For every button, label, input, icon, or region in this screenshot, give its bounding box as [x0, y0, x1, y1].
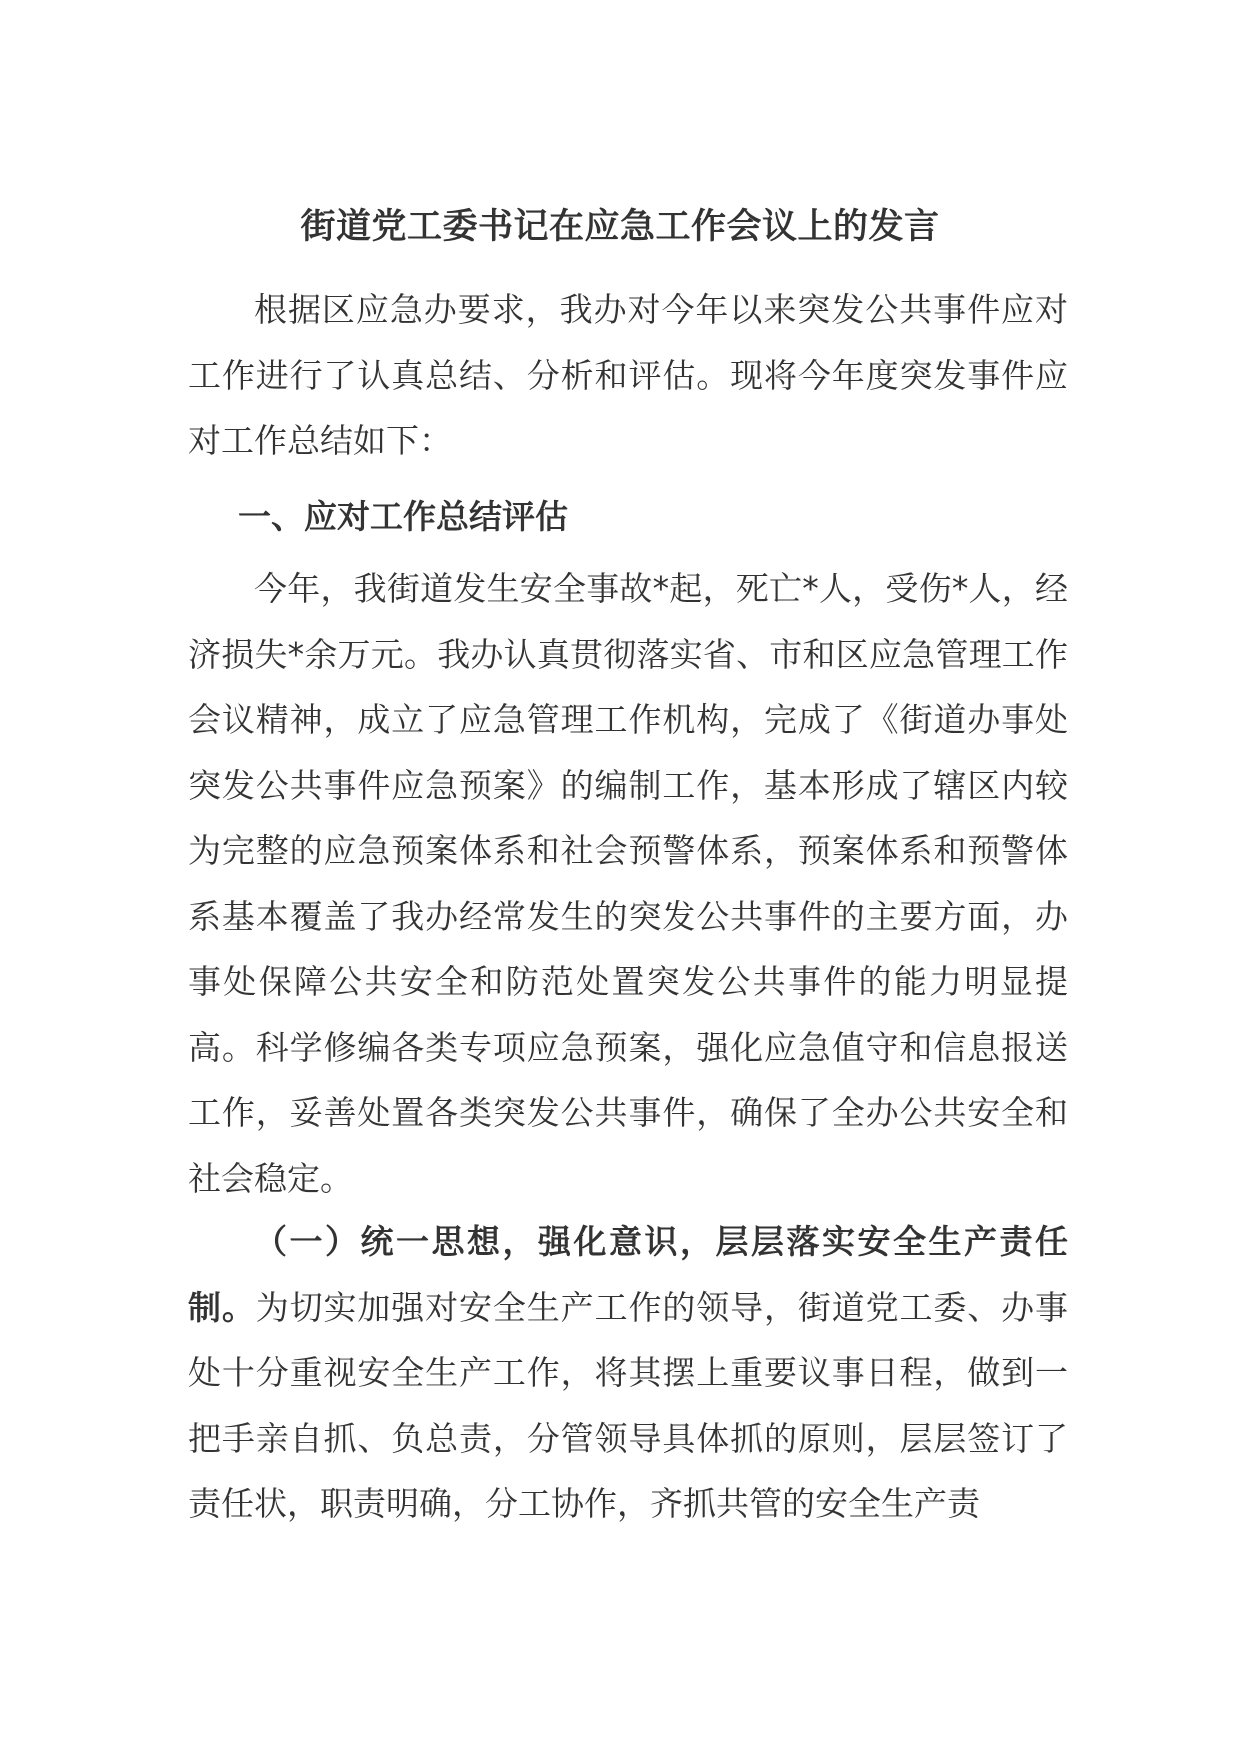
subsection-paragraph	[188, 1209, 1068, 1537]
summary-paragraph: 今年，我街道发生安全事故*起，死亡*人，受伤*人，经济损失*余万元。我办认真贯彻落实省、市和区应急管理工作会议精神，成立了应急管理工作机构，完成了《街道办事处突发公共事件应急预案》的编制工作，基本形成了辖区内较为完整的应急预案体系和社会预警体系，预案体系和预警体系基本覆盖了我办经常发生的突发公共事件的主要方面，办事处保障公共安全和防范处置突发公共事件的能力明显提高。科学修编各类专项应急预案，强化应急值守和信息报送工作，妥善处置各类突发公共事件，确保了全办公共安全和社会稳定。	[188, 569, 1068, 1198]
section-heading: 一、应对工作总结评估	[238, 497, 568, 536]
intro-paragraph: 根据区应急办要求，我办对今年以来突发公共事件应对工作进行了认真总结、分析和评估。现将今年度突发事件应对工作总结如下：	[188, 290, 1068, 460]
subsection-body: 为切实加强对安全生产工作的领导，街道党工委、办事处十分重视安全生产工作，将其摆上重要议事日程，做到一把手亲自抓、负总责，分管领导具体抓的原则，层层签订了责任状，职责明确，分工协作，齐抓共管的安全生产责	[188, 1287, 1069, 1523]
document-title: 街道党工委书记在应急工作会议上的发言	[300, 207, 940, 247]
subsection-heading: （一）统一思想，强化意识，层层落实安全生产责任制。	[188, 1222, 1068, 1327]
